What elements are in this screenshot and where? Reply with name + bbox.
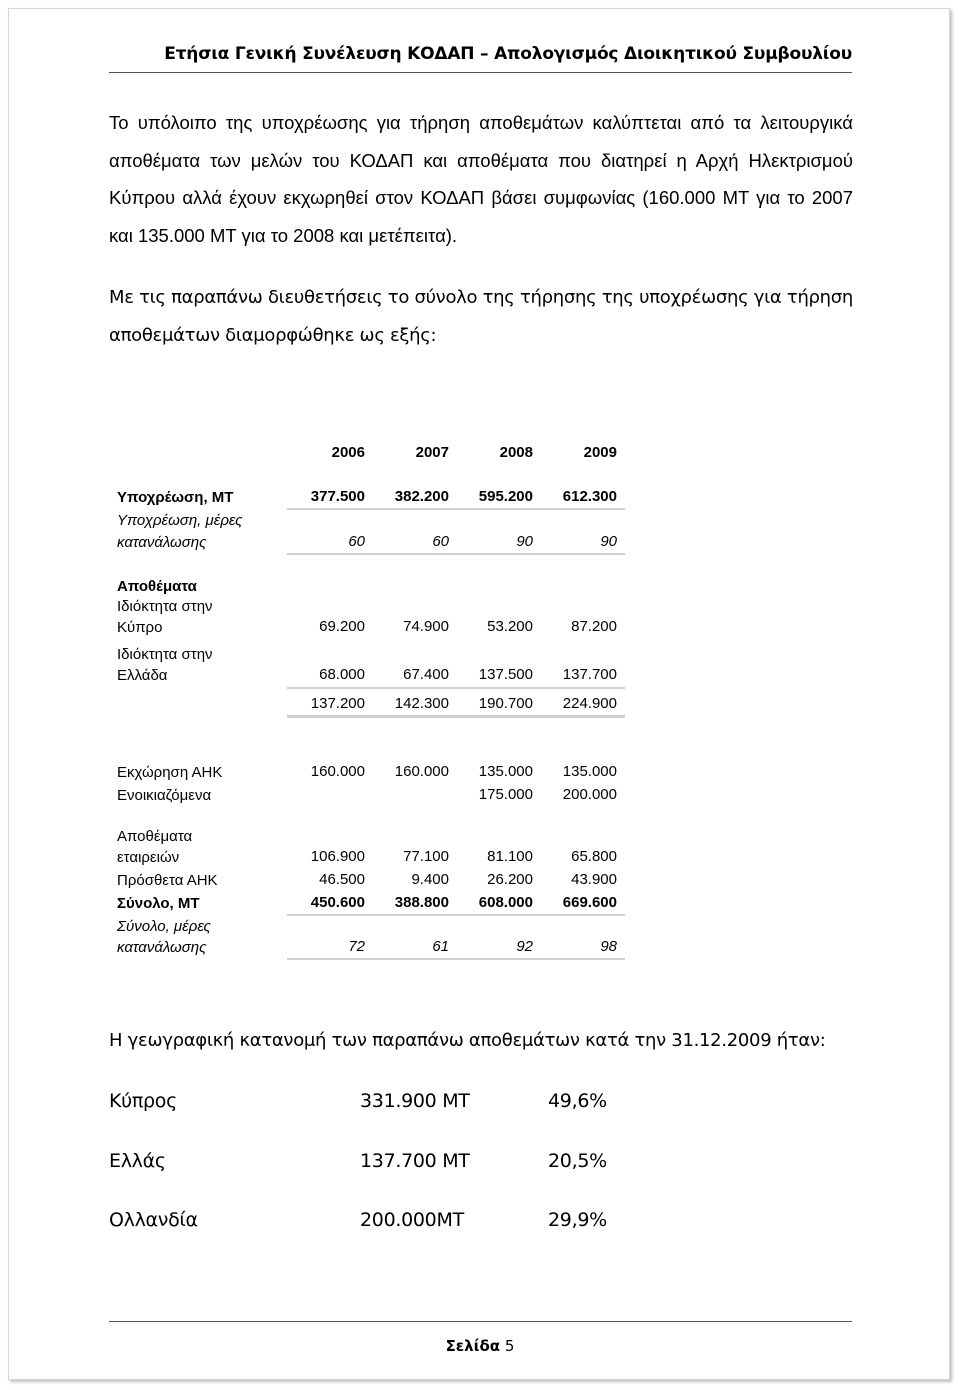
table-cell: 67.400 bbox=[403, 666, 449, 683]
row-divider bbox=[287, 508, 625, 510]
page-label: Σελίδα bbox=[445, 1337, 501, 1355]
geo-share: 29,9% bbox=[548, 1209, 607, 1231]
row-label: Υποχρέωση, μέρες bbox=[117, 512, 243, 529]
year-header: 2006 bbox=[331, 444, 365, 461]
table-cell: 60 bbox=[432, 533, 449, 550]
table-cell: 81.100 bbox=[487, 848, 533, 865]
table-cell: 175.000 bbox=[478, 786, 533, 803]
table-cell: 46.500 bbox=[319, 871, 365, 888]
table-cell: 26.200 bbox=[487, 871, 533, 888]
table-cell: 224.900 bbox=[562, 695, 617, 712]
table-cell: 77.100 bbox=[403, 848, 449, 865]
row-divider bbox=[287, 914, 625, 916]
table-cell: 137.500 bbox=[478, 666, 533, 683]
geo-country: Ολλανδία bbox=[109, 1209, 198, 1231]
table-cell: 74.900 bbox=[403, 618, 449, 635]
table-cell: 135.000 bbox=[562, 763, 617, 780]
table-cell: 69.200 bbox=[319, 618, 365, 635]
geo-amount: 331.900 ΜΤ bbox=[360, 1090, 470, 1112]
table-cell: 68.000 bbox=[319, 666, 365, 683]
row-label: Σύνολο, ΜΤ bbox=[117, 895, 200, 912]
page-footer bbox=[0, 1337, 960, 1355]
row-label: Σύνολο, μέρες bbox=[117, 918, 211, 935]
table-cell: 612.300 bbox=[562, 488, 617, 505]
row-label: Ιδιόκτητα στην bbox=[117, 646, 213, 663]
table-cell: 377.500 bbox=[310, 488, 365, 505]
row-label: Ενοικιαζόμενα bbox=[117, 787, 212, 804]
row-label: Πρόσθετα ΑΗΚ bbox=[117, 872, 218, 889]
table-cell: 608.000 bbox=[478, 894, 533, 911]
row-divider bbox=[287, 687, 625, 689]
table-cell: 43.900 bbox=[571, 871, 617, 888]
year-header: 2008 bbox=[499, 444, 533, 461]
row-divider bbox=[287, 715, 625, 718]
geo-country: Ελλάς bbox=[109, 1150, 166, 1172]
geo-amount: 200.000ΜΤ bbox=[360, 1209, 464, 1231]
table-cell: 90 bbox=[516, 533, 533, 550]
year-header: 2009 bbox=[583, 444, 617, 461]
row-label: Υποχρέωση, ΜΤ bbox=[117, 489, 234, 506]
table-cell: 87.200 bbox=[571, 618, 617, 635]
geo-amount: 137.700 ΜΤ bbox=[360, 1150, 470, 1172]
header-divider bbox=[109, 72, 852, 73]
row-divider bbox=[287, 553, 625, 555]
table-cell: 200.000 bbox=[562, 786, 617, 803]
table-cell: 669.600 bbox=[562, 894, 617, 911]
table-cell: 106.900 bbox=[310, 848, 365, 865]
table-cell: 92 bbox=[516, 938, 533, 955]
row-divider bbox=[287, 958, 625, 960]
footer-divider bbox=[109, 1321, 852, 1322]
page-header-title: Ετήσια Γενική Συνέλευση ΚΟΔΑΠ – Απολογισμός Διοικητικού Συμβουλίου bbox=[164, 44, 852, 64]
paragraph-obligation-summary: Με τις παραπάνω διευθετήσεις το σύνολο της τήρησης της υποχρέωσης για τήρηση αποθεμάτων διαμορφώθηκε ως εξής: bbox=[109, 287, 854, 346]
table-cell: 135.000 bbox=[478, 763, 533, 780]
table-cell: 60 bbox=[348, 533, 365, 550]
table-cell: 65.800 bbox=[571, 848, 617, 865]
row-label: Κύπρο bbox=[117, 619, 163, 636]
table-cell: 98 bbox=[600, 938, 617, 955]
row-label: κατανάλωσης bbox=[117, 939, 207, 956]
row-label: Ελλάδα bbox=[117, 667, 168, 684]
table-cell: 90 bbox=[600, 533, 617, 550]
section-heading: Αποθέματα bbox=[117, 578, 197, 595]
table-cell: 190.700 bbox=[478, 695, 533, 712]
paragraph-remaining-obligation: Το υπόλοιπο της υποχρέωσης για τήρηση αποθεμάτων καλύπτεται από τα λειτουργικά αποθέματα των μελών του ΚΟΔΑΠ και αποθέματα που διατηρεί η Αρχή Ηλεκτρισμού Κύπρου αλλά έχουν εκχωρηθεί στον ΚΟΔΑΠ βάσει συμφωνίας (160.000 ΜΤ για το 2007 και 135.000 ΜΤ για το 2008 και μετέπειτα). bbox=[109, 112, 853, 246]
table-cell: 137.200 bbox=[310, 695, 365, 712]
row-label: κατανάλωσης bbox=[117, 534, 207, 551]
table-cell: 142.300 bbox=[394, 695, 449, 712]
table-cell: 160.000 bbox=[310, 763, 365, 780]
table-cell: 72 bbox=[348, 938, 365, 955]
table-cell: 160.000 bbox=[394, 763, 449, 780]
table-cell: 388.800 bbox=[394, 894, 449, 911]
geo-share: 20,5% bbox=[548, 1150, 607, 1172]
table-cell: 9.400 bbox=[411, 871, 449, 888]
table-cell: 137.700 bbox=[562, 666, 617, 683]
table-cell: 595.200 bbox=[478, 488, 533, 505]
table-cell: 61 bbox=[432, 938, 449, 955]
table-cell: 53.200 bbox=[487, 618, 533, 635]
geo-country: Κύπρος bbox=[109, 1090, 177, 1112]
table-cell: 450.600 bbox=[310, 894, 365, 911]
row-label: Αποθέματα bbox=[117, 828, 193, 845]
row-label: εταιρειών bbox=[117, 849, 180, 866]
row-label: Εκχώρηση ΑΗΚ bbox=[117, 764, 223, 781]
row-label: Ιδιόκτητα στην bbox=[117, 598, 213, 615]
geographic-distribution-title: Η γεωγραφική κατανομή των παραπάνω αποθεμάτων κατά την 31.12.2009 ήταν: bbox=[109, 1030, 826, 1051]
year-header: 2007 bbox=[415, 444, 449, 461]
page-number: 5 bbox=[504, 1337, 515, 1355]
table-cell: 382.200 bbox=[394, 488, 449, 505]
geo-share: 49,6% bbox=[548, 1090, 607, 1112]
